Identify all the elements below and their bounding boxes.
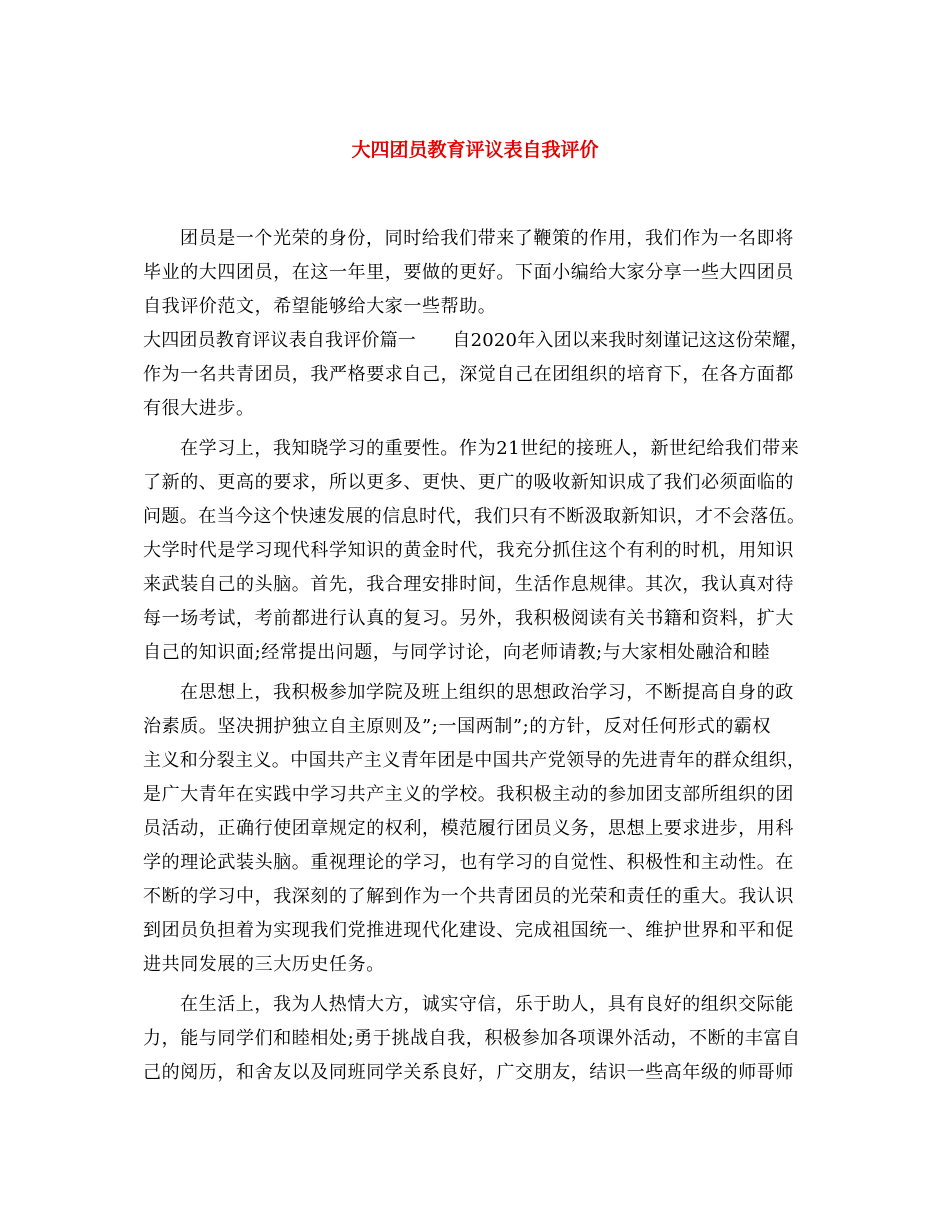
text-line: 在学习上，我知晓学习的重要性。作为21世纪的接班人，新世纪给我们带来 [180,438,800,459]
text-line: 来武装自己的头脑。首先，我合理安排时间，生活作息规律。其次，我认真对待 [143,574,794,595]
text-line: 作为一名共青团员，我严格要求自己，深觉自己在团组织的培育下，在各方面都 [143,364,794,385]
text-line: 治素质。坚决拥护独立自主原则及”;一国两制”;的方针，反对任何形式的霸权 [143,716,772,737]
paragraph-thought [143,676,811,982]
document-body [143,222,811,1090]
text-line: 每一场考试，考前都进行认真的复习。另外，我积极阅读有关书籍和资料，扩大 [143,608,794,629]
text-line: 是广大青年在实践中学习共产主义的学校。我积极主动的参加团支部所组织的团 [143,784,794,805]
text-line: 自我评价范文，希望能够给大家一些帮助。 [143,296,497,317]
text-line: 学的理论武装头脑。重视理论的学习，也有学习的自觉性、积极性和主动性。在 [143,852,794,873]
text-line: 主义和分裂主义。中国共产主义青年团是中国共产党领导的先进青年的群众组织， [143,750,806,771]
text-line: 了新的、更高的要求，所以更多、更快、更广的吸收新知识成了我们必须面临的 [143,472,794,493]
text-line: 进共同发展的三大历史任务。 [143,954,385,975]
text-line: 不断的学习中，我深刻的了解到作为一个共青团员的光荣和责任的重大。我认识 [143,886,794,907]
text-line: 己的阅历，和舍友以及同班同学关系良好，广交朋友，结识一些高年级的师哥师 [143,1062,794,1083]
text-line: 有很大进步。 [143,398,255,419]
text-line: 自己的知识面;经常提出问题，与同学讨论，向老师请教;与大家相处融洽和睦 [143,642,771,663]
text-line: 在思想上，我积极参加学院及班上组织的思想政治学习，不断提高自身的政 [180,682,794,703]
paragraph-intro [143,222,811,324]
text-line: 毕业的大四团员，在这一年里，要做的更好。下面小编给大家分享一些大四团员 [143,262,794,283]
text-line: 问题。在当今这个快速发展的信息时代，我们只有不断汲取新知识，才不会落伍。 [143,506,806,527]
text-line: 大学时代是学习现代科学知识的黄金时代，我充分抓住这个有利的时机，用知识 [143,540,794,561]
paragraph-part-one [143,324,811,426]
paragraph-life [143,988,811,1090]
text-line: 团员是一个光荣的身份，同时给我们带来了鞭策的作用，我们作为一名即将 [180,228,794,249]
paragraph-study [143,432,811,670]
text-line: 到团员负担着为实现我们党推进现代化建设、完成祖国统一、维护世界和平和促 [143,920,794,941]
text-line: 员活动，正确行使团章规定的权利，模范履行团员义务，思想上要求进步，用科 [143,818,794,839]
document-title: 大四团员教育评议表自我评价 [351,139,599,161]
text-line: 力，能与同学们和睦相处;勇于挑战自我，积极参加各项课外活动，不断的丰富自 [143,1028,801,1049]
text-line: 在生活上，我为人热情大方，诚实守信，乐于助人，具有良好的组织交际能 [180,994,794,1015]
text-line: 大四团员教育评议表自我评价篇一 自2020年入团以来我时刻谨记这这份荣耀， [143,330,809,351]
